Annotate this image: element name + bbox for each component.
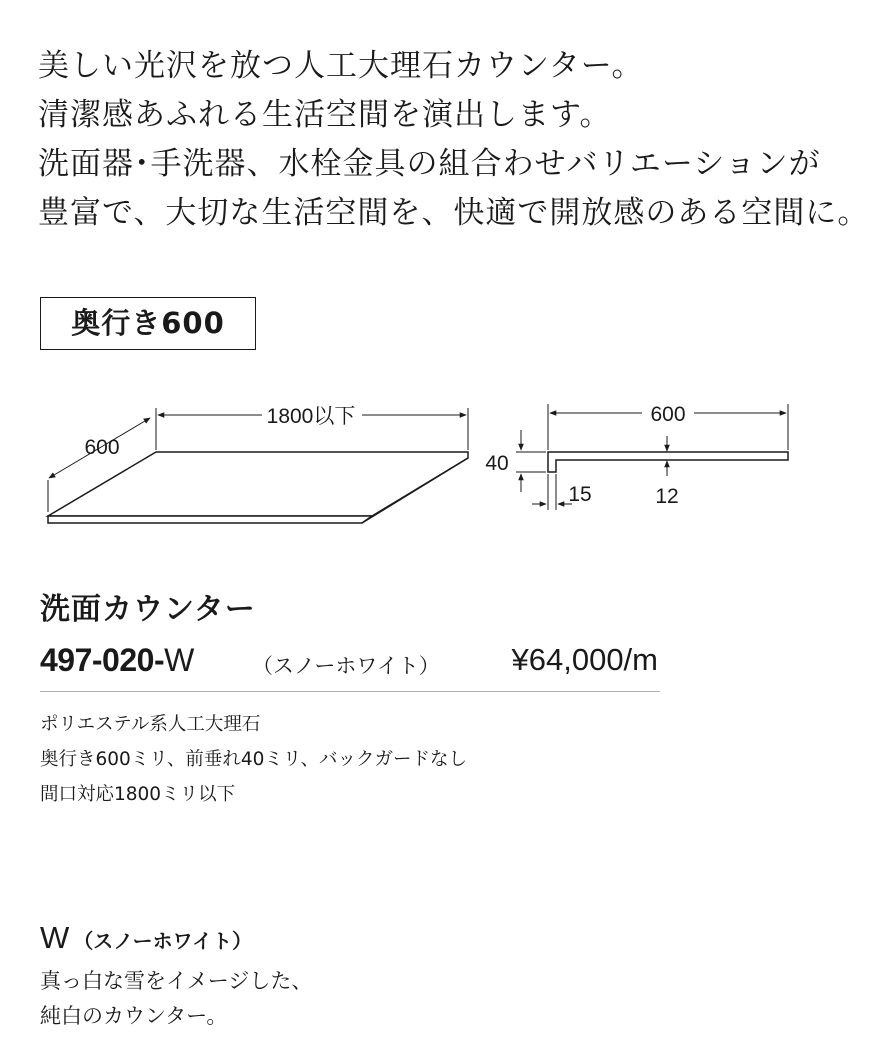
intro-line-3: 洗面器･手洗器、水栓金具の組合わせバリエーションが xyxy=(38,146,821,182)
product-price: ¥64,000/m xyxy=(511,642,658,677)
section-depth-label: 600 xyxy=(650,403,686,426)
divider xyxy=(40,691,660,692)
spec-line: ポリエステル系人工大理石 xyxy=(40,714,261,735)
spec-line: 奥行き600ミリ、前垂れ40ミリ、バックガードなし xyxy=(40,749,468,770)
product-title: 洗面カウンター xyxy=(40,592,256,627)
iso-depth-label: 600 xyxy=(84,436,120,459)
variant-description-line: 純白のカウンター。 xyxy=(40,1004,228,1028)
product-code-main: 497-020- xyxy=(40,642,165,678)
lip-label: 15 xyxy=(568,483,592,506)
iso-width-label: 1800以下 xyxy=(266,405,356,428)
spec-line: 間口対応1800ミリ以下 xyxy=(40,784,236,805)
intro-line-1: 美しい光沢を放つ人工大理石カウンター。 xyxy=(38,48,644,84)
thickness-label: 12 xyxy=(655,485,679,508)
lip-dimension xyxy=(532,474,572,510)
product-code-suffix: W xyxy=(164,642,194,678)
front-drop-label: 40 xyxy=(485,452,509,475)
intro-line-4: 豊富で、大切な生活空間を、快適で開放感のある空間に。 xyxy=(38,195,870,231)
isometric-countertop xyxy=(48,452,468,523)
intro-text xyxy=(38,42,869,238)
spec-list xyxy=(40,707,467,812)
variant-code: W xyxy=(40,920,70,955)
section-profile xyxy=(548,452,788,472)
variant-description-line: 真っ白な雪をイメージした、 xyxy=(40,969,313,993)
intro-line-2: 清潔感あふれる生活空間を演出します。 xyxy=(38,97,612,133)
variant-heading xyxy=(40,920,252,956)
variant-description xyxy=(40,964,312,1034)
front-drop-dimension xyxy=(516,430,546,492)
dimension-drawing xyxy=(0,390,881,540)
product-row xyxy=(40,642,660,690)
product-color-name: （スノーホワイト） xyxy=(252,654,440,678)
variant-name: （スノーホワイト） xyxy=(73,929,253,953)
depth-badge: 奥行き600 xyxy=(40,297,256,350)
product-code xyxy=(40,642,194,679)
